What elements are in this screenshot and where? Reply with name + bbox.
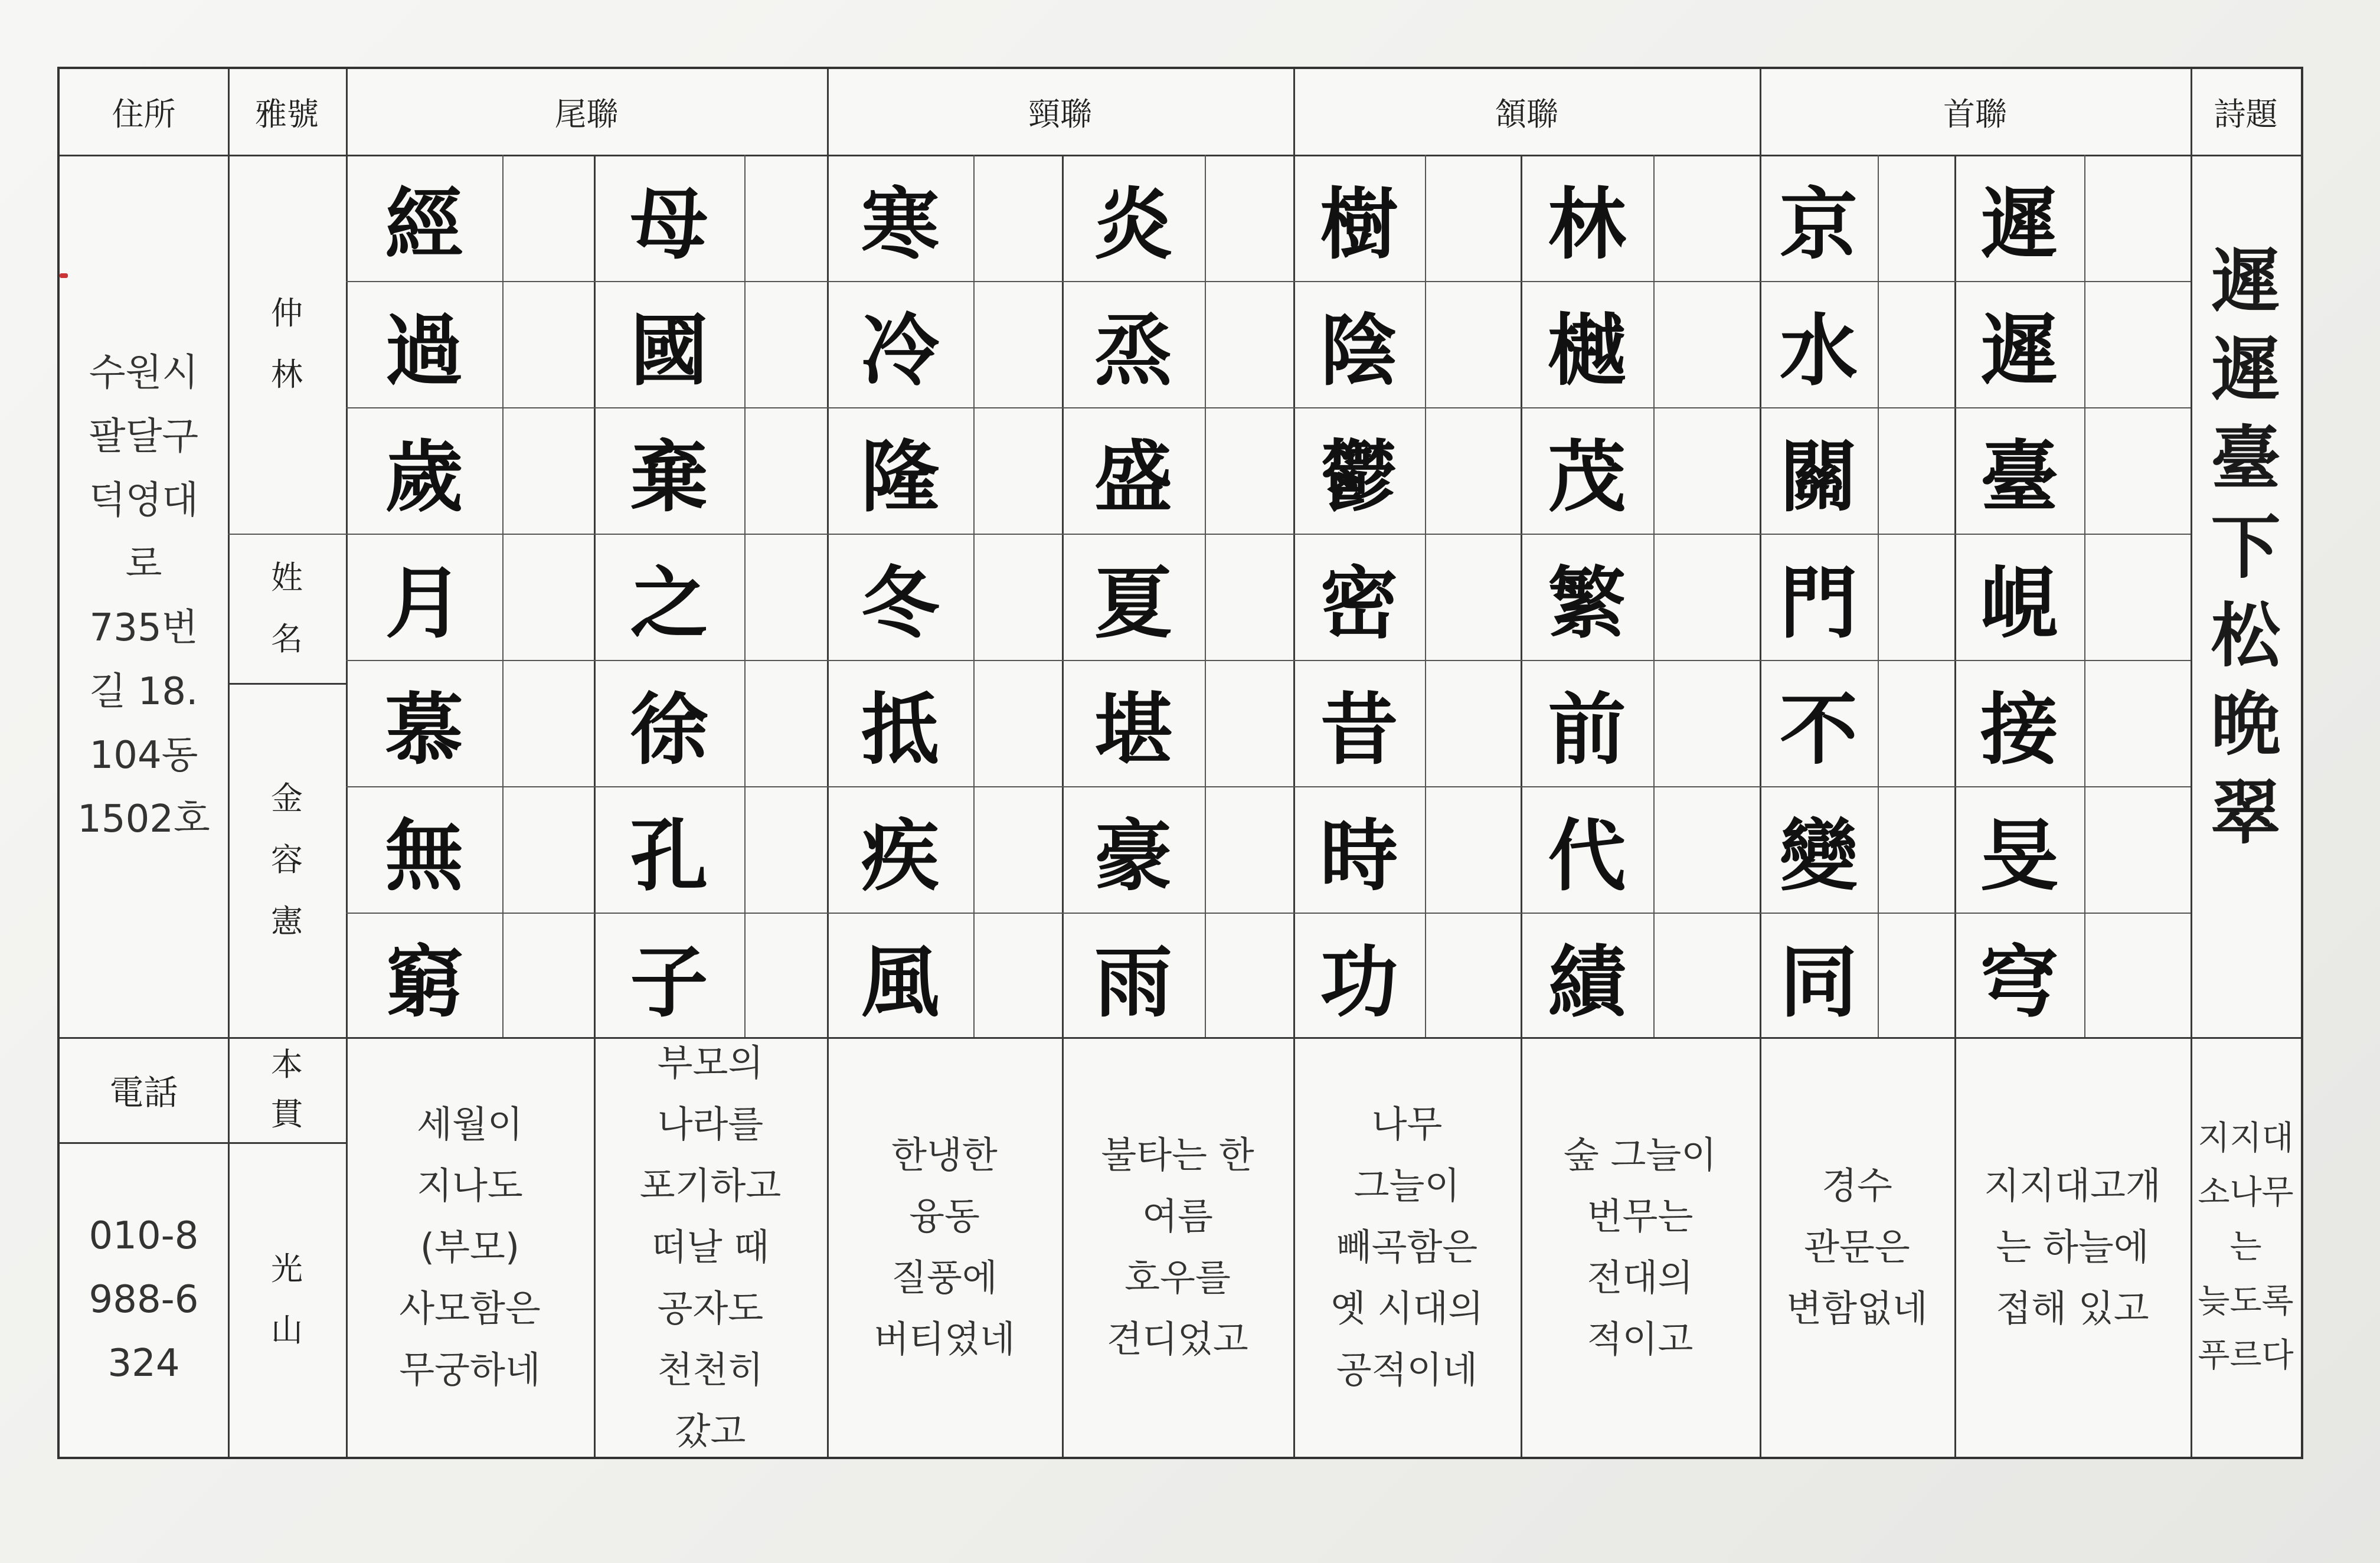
poem-char: 之 <box>630 558 708 649</box>
origin-value <box>228 1142 346 1457</box>
poem-char: 茂 <box>1548 431 1626 523</box>
poem-char: 樹 <box>1320 179 1398 270</box>
poem-char: 穹 <box>1980 937 2058 1028</box>
grid-line <box>2084 155 2085 1037</box>
poem-char: 孔 <box>630 810 708 902</box>
translation-6: 숲 그늘이 번무는 전대의 적이고 <box>1563 1133 1717 1361</box>
origin-label-char: 貫 <box>271 1096 303 1133</box>
grid-line <box>744 155 746 1037</box>
poem-char: 旻 <box>1980 810 2058 902</box>
origin-label <box>228 1037 346 1142</box>
poem-char: 寒 <box>861 179 939 270</box>
poem-char: 水 <box>1780 305 1858 397</box>
pen-name-char: 林 <box>271 356 303 393</box>
origin-label-char: 本 <box>271 1046 303 1083</box>
phone-value: 010-8 988-6 324 <box>89 1214 199 1385</box>
poem-char: 京 <box>1780 179 1858 270</box>
poem-char: 歲 <box>385 431 463 523</box>
name-label <box>228 534 346 683</box>
poem-char: 雨 <box>1094 937 1172 1028</box>
poem-sheet <box>57 67 2303 1459</box>
header-address: 住所 <box>112 96 176 133</box>
poem-char: 關 <box>1780 431 1858 523</box>
poem-char: 月 <box>385 558 463 649</box>
poem-char: 樾 <box>1548 305 1626 397</box>
poem-char: 豪 <box>1094 810 1172 902</box>
poem-char: 慕 <box>385 684 463 776</box>
origin-char: 光 <box>271 1250 303 1287</box>
name-label-char: 名 <box>271 620 303 658</box>
poem-char: 子 <box>630 937 708 1028</box>
poem-char: 隆 <box>861 431 939 523</box>
poem-char: 徐 <box>630 684 708 776</box>
pen-name-char: 仲 <box>271 295 303 332</box>
poem-title-char: 下 <box>2211 506 2281 588</box>
header-head-couplet: 首聯 <box>1943 96 2007 133</box>
header-neck-couplet: 頸聯 <box>1028 96 1092 133</box>
poem-char: 過 <box>385 305 463 397</box>
header-tail-couplet: 尾聯 <box>554 96 619 133</box>
grid-line <box>1425 155 1426 1037</box>
address-value: 수원시 팔달구 덕영대 로 735번 길 18. 104동 1502호 <box>77 351 210 841</box>
grid-line <box>228 534 2191 535</box>
poem-char: 冷 <box>861 305 939 397</box>
poem-char: 同 <box>1780 937 1858 1028</box>
poem-char: 窮 <box>385 937 463 1028</box>
origin-char: 山 <box>271 1311 303 1349</box>
name-char: 容 <box>271 841 303 878</box>
poem-char: 接 <box>1980 684 2058 776</box>
poem-char: 時 <box>1320 810 1398 902</box>
poem-char: 烝 <box>1094 305 1172 397</box>
poem-title-char: 松 <box>2211 594 2281 676</box>
poem-char: 峴 <box>1980 558 2058 649</box>
name-char: 金 <box>271 780 303 817</box>
poem-char: 臺 <box>1980 431 2058 523</box>
poem-char: 夏 <box>1094 558 1172 649</box>
poem-char: 不 <box>1780 684 1858 776</box>
poem-char: 功 <box>1320 937 1398 1028</box>
poem-char: 炎 <box>1094 179 1172 270</box>
poem-char: 遲 <box>1980 305 2058 397</box>
grid-line <box>1878 155 1879 1037</box>
header-chin-couplet: 頷聯 <box>1495 96 1558 133</box>
translation-5: 나무 그늘이 빼곡함은 옛 시대의 공적이네 <box>1330 1102 1484 1391</box>
poem-char: 冬 <box>861 558 939 649</box>
poem-title-char: 晩 <box>2211 683 2281 765</box>
poem-char: 鬱 <box>1320 431 1398 523</box>
poem-title <box>2191 155 2301 1037</box>
poem-char: 績 <box>1548 937 1626 1028</box>
poem-char: 陰 <box>1320 305 1398 397</box>
poem-char: 代 <box>1548 810 1626 902</box>
translation-3: 한냉한 융동 질풍에 버티였네 <box>874 1133 1015 1361</box>
poem-char: 棄 <box>630 431 708 523</box>
translation-4: 불타는 한 여름 호우를 견디었고 <box>1101 1133 1254 1361</box>
poem-char: 風 <box>861 937 939 1028</box>
grid-line <box>973 155 975 1037</box>
poem-char: 盛 <box>1094 431 1172 523</box>
name-label-char: 姓 <box>271 558 303 596</box>
poem-title-char: 遲 <box>2211 240 2281 322</box>
poem-char: 門 <box>1780 558 1858 649</box>
header-pen-name: 雅號 <box>255 96 319 133</box>
poem-title-char: 翠 <box>2211 771 2281 854</box>
grid-line <box>1205 155 1206 1037</box>
grid-line <box>1653 155 1655 1037</box>
poem-char: 林 <box>1548 179 1626 270</box>
translation-1: 세월이 지나도 (부모) 사모함은 무궁하네 <box>399 1102 541 1391</box>
poem-char: 國 <box>630 305 708 397</box>
poem-char: 密 <box>1320 558 1398 649</box>
poem-title-char: 遲 <box>2211 329 2281 411</box>
poem-char: 抵 <box>861 684 939 776</box>
name-char: 憲 <box>271 903 303 940</box>
translation-2: 부모의 나라를 포기하고 떠날 때 공자도 천천히 갔고 <box>639 1041 782 1453</box>
poem-char: 堪 <box>1094 684 1172 776</box>
name-value <box>228 683 346 1037</box>
translation-8: 지지대고개 는 하늘에 접해 있고 <box>1984 1163 2161 1330</box>
poem-char: 繁 <box>1548 558 1626 649</box>
poem-char: 經 <box>385 179 463 270</box>
translation-title: 지지대 소나무 는 늦도록 푸르다 <box>2198 1119 2294 1375</box>
pen-name-value <box>228 155 346 534</box>
poem-char: 無 <box>385 810 463 902</box>
grid-line <box>502 155 504 1037</box>
phone-label: 電話 <box>109 1072 178 1113</box>
translation-7: 경수 관문은 변함없네 <box>1786 1163 1928 1330</box>
poem-title-char: 臺 <box>2211 417 2281 499</box>
poem-char: 昔 <box>1320 684 1398 776</box>
header-poem-title: 詩題 <box>2214 96 2278 133</box>
poem-char: 母 <box>630 179 708 270</box>
poem-char: 遲 <box>1980 179 2058 270</box>
poem-char: 疾 <box>861 810 939 902</box>
poem-char: 前 <box>1548 684 1626 776</box>
poem-char: 變 <box>1780 810 1858 902</box>
